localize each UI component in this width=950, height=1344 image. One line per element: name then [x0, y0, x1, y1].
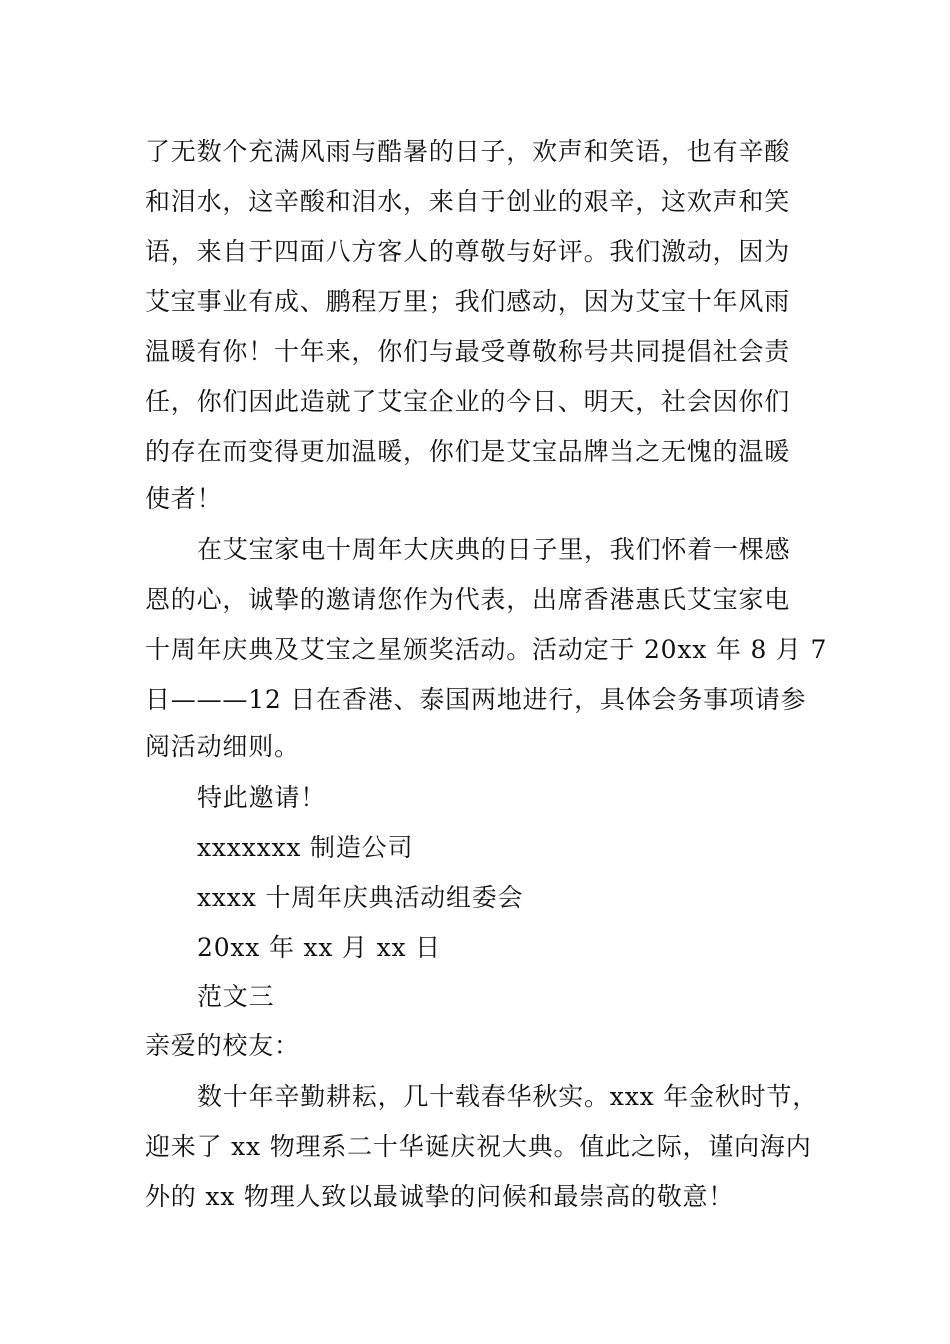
paragraph-line: 的存在而变得更加温暖，你们是艾宝品牌当之无愧的温暖 [145, 437, 791, 466]
paragraph-line: 日———12 日在香港、泰国两地进行，具体会务事项请参 [145, 685, 807, 714]
paragraph-line: 阅活动细则。 [145, 732, 300, 761]
salutation: 亲爱的校友： [145, 1031, 300, 1060]
signature-committee: xxxx 十周年庆典活动组委会 [197, 883, 524, 912]
paragraph-line: 恩的心，诚挚的邀请您作为代表，出席香港惠氏艾宝家电 [145, 585, 791, 614]
paragraph-line: 迎来了 xx 物理系二十华诞庆祝大典。值此之际，谨向海内 [145, 1132, 812, 1161]
paragraph-line: 数十年辛勤耕耘，几十载春华秋实。xxx 年金秋时节， [197, 1082, 819, 1111]
signature-date: 20xx 年 xx 月 xx 日 [197, 933, 441, 962]
paragraph-line: 十周年庆典及艾宝之星颁奖活动。活动定于 20xx 年 8 月 7 [145, 635, 828, 664]
paragraph-line: 艾宝事业有成、鹏程万里；我们感动，因为艾宝十年风雨 [145, 287, 791, 316]
section-title: 范文三 [197, 982, 275, 1011]
paragraph-line: 外的 xx 物理人致以最诚挚的问候和最崇高的敬意！ [145, 1182, 735, 1211]
signature-company: xxxxxxx 制造公司 [197, 833, 414, 862]
closing-text: 特此邀请！ [197, 783, 327, 812]
paragraph-line: 语，来自于四面八方客人的尊敬与好评。我们激动，因为 [145, 237, 791, 266]
paragraph-line: 任，你们因此造就了艾宝企业的今日、明天，社会因你们 [145, 387, 791, 416]
paragraph-line: 在艾宝家电十周年大庆典的日子里，我们怀着一棵感 [197, 535, 791, 564]
paragraph-line: 温暖有你！十年来，你们与最受尊敬称号共同提倡社会责 [145, 337, 791, 366]
paragraph-line: 使者！ [145, 484, 223, 513]
paragraph-line: 了无数个充满风雨与酷暑的日子，欢声和笑语，也有辛酸 [145, 137, 791, 166]
paragraph-line: 和泪水，这辛酸和泪水，来自于创业的艰辛，这欢声和笑 [145, 187, 791, 216]
